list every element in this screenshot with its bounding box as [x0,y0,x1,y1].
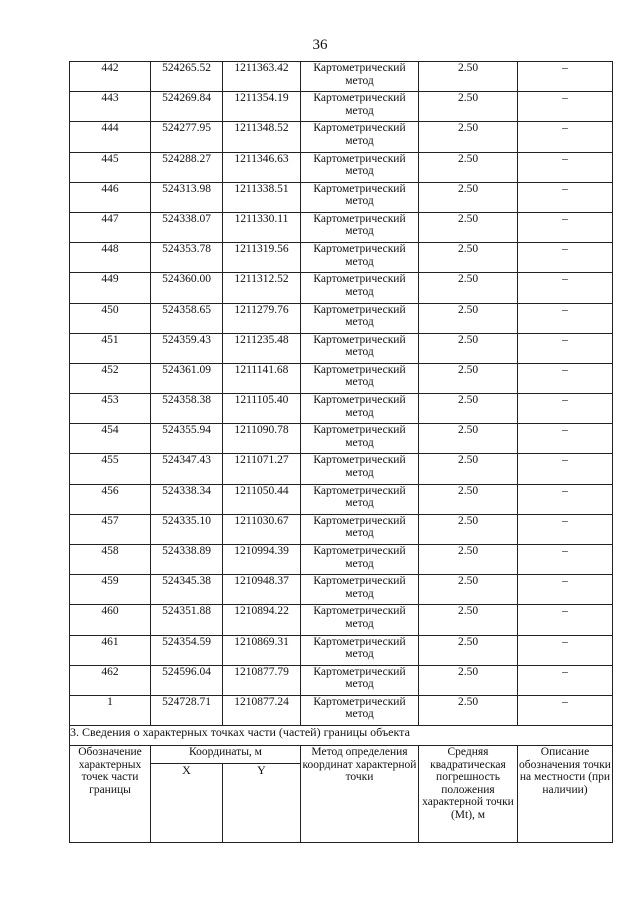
coord-y-cell: 1211348.52 [223,122,301,152]
method-cell: Картометрический метод [301,182,419,212]
coord-y-cell: 1210894.22 [223,605,301,635]
accuracy-cell: 2.50 [419,122,518,152]
point-number-cell: 444 [70,122,151,152]
description-cell: – [518,695,613,725]
description-cell: – [518,394,613,424]
point-number-cell: 459 [70,575,151,605]
table-row [70,605,613,635]
coord-x-cell: 524313.98 [151,182,223,212]
point-number-cell: 454 [70,424,151,454]
accuracy-cell: 2.50 [419,62,518,92]
section3-title: 3. Сведения о характерных точках части (частей) границы объекта [70,726,613,746]
table-row [70,152,613,182]
method-cell: Картометрический метод [301,695,419,725]
header-y: Y [223,764,301,843]
table-row [70,122,613,152]
accuracy-cell: 2.50 [419,243,518,273]
table-row [70,212,613,242]
point-number-cell: 460 [70,605,151,635]
header-description: Описание обозначения точки на местности (при наличии) [518,746,613,843]
coord-x-cell: 524354.59 [151,635,223,665]
accuracy-cell: 2.50 [419,92,518,122]
description-cell: – [518,363,613,393]
accuracy-cell: 2.50 [419,333,518,363]
section3-header [70,726,613,843]
method-cell: Картометрический метод [301,665,419,695]
method-cell: Картометрический метод [301,484,419,514]
description-cell: – [518,454,613,484]
point-number-cell: 451 [70,333,151,363]
description-cell: – [518,182,613,212]
coord-y-cell: 1211363.42 [223,62,301,92]
coord-x-cell: 524335.10 [151,514,223,544]
description-cell: – [518,545,613,575]
point-number-cell: 442 [70,62,151,92]
accuracy-cell: 2.50 [419,454,518,484]
coord-x-cell: 524596.04 [151,665,223,695]
table-row [70,273,613,303]
table-row [70,303,613,333]
table-row [70,424,613,454]
method-cell: Картометрический метод [301,92,419,122]
coord-y-cell: 1211354.19 [223,92,301,122]
table-row [70,665,613,695]
point-number-cell: 446 [70,182,151,212]
table-row [70,454,613,484]
point-number-cell: 448 [70,243,151,273]
table-row [70,484,613,514]
description-cell: – [518,243,613,273]
coord-y-cell: 1211279.76 [223,303,301,333]
coord-x-cell: 524265.52 [151,62,223,92]
accuracy-cell: 2.50 [419,484,518,514]
coord-y-cell: 1210994.39 [223,545,301,575]
coord-x-cell: 524360.00 [151,273,223,303]
method-cell: Картометрический метод [301,424,419,454]
coord-y-cell: 1211141.68 [223,363,301,393]
method-cell: Картометрический метод [301,62,419,92]
coord-x-cell: 524338.89 [151,545,223,575]
accuracy-cell: 2.50 [419,212,518,242]
point-number-cell: 461 [70,635,151,665]
accuracy-cell: 2.50 [419,695,518,725]
method-cell: Картометрический метод [301,575,419,605]
point-number-cell: 456 [70,484,151,514]
point-number-cell: 450 [70,303,151,333]
coord-y-cell: 1210869.31 [223,635,301,665]
coord-y-cell: 1210877.79 [223,665,301,695]
method-cell: Картометрический метод [301,605,419,635]
coord-x-cell: 524353.78 [151,243,223,273]
point-number-cell: 445 [70,152,151,182]
description-cell: – [518,333,613,363]
method-cell: Картометрический метод [301,454,419,484]
points-table-body [70,62,613,726]
coord-x-cell: 524338.07 [151,212,223,242]
table-row [70,363,613,393]
accuracy-cell: 2.50 [419,394,518,424]
point-number-cell: 443 [70,92,151,122]
description-cell: – [518,152,613,182]
accuracy-cell: 2.50 [419,665,518,695]
description-cell: – [518,424,613,454]
coord-y-cell: 1211105.40 [223,394,301,424]
accuracy-cell: 2.50 [419,152,518,182]
coord-x-cell: 524345.38 [151,575,223,605]
description-cell: – [518,303,613,333]
accuracy-cell: 2.50 [419,575,518,605]
description-cell: – [518,575,613,605]
coord-y-cell: 1210948.37 [223,575,301,605]
table-row [70,182,613,212]
coord-y-cell: 1211235.48 [223,333,301,363]
coord-y-cell: 1211330.11 [223,212,301,242]
coord-x-cell: 524361.09 [151,363,223,393]
coord-x-cell: 524359.43 [151,333,223,363]
table-row [70,92,613,122]
method-cell: Картометрический метод [301,333,419,363]
coord-y-cell: 1210877.24 [223,695,301,725]
accuracy-cell: 2.50 [419,545,518,575]
accuracy-cell: 2.50 [419,424,518,454]
method-cell: Картометрический метод [301,152,419,182]
method-cell: Картометрический метод [301,514,419,544]
accuracy-cell: 2.50 [419,303,518,333]
method-cell: Картометрический метод [301,303,419,333]
table-row [70,695,613,725]
coord-x-cell: 524728.71 [151,695,223,725]
header-coordinates: Координаты, м [151,746,301,764]
description-cell: – [518,62,613,92]
table-row [70,333,613,363]
description-cell: – [518,484,613,514]
accuracy-cell: 2.50 [419,273,518,303]
accuracy-cell: 2.50 [419,605,518,635]
coord-x-cell: 524338.34 [151,484,223,514]
coord-x-cell: 524269.84 [151,92,223,122]
method-cell: Картометрический метод [301,273,419,303]
coord-x-cell: 524288.27 [151,152,223,182]
table-row [70,575,613,605]
method-cell: Картометрический метод [301,122,419,152]
coord-x-cell: 524355.94 [151,424,223,454]
description-cell: – [518,514,613,544]
point-number-cell: 453 [70,394,151,424]
point-number-cell: 455 [70,454,151,484]
point-number-cell: 458 [70,545,151,575]
point-number-cell: 452 [70,363,151,393]
description-cell: – [518,212,613,242]
description-cell: – [518,605,613,635]
coord-y-cell: 1211071.27 [223,454,301,484]
point-number-cell: 462 [70,665,151,695]
accuracy-cell: 2.50 [419,635,518,665]
method-cell: Картометрический метод [301,363,419,393]
coord-y-cell: 1211346.63 [223,152,301,182]
table-row [70,635,613,665]
point-number-cell: 449 [70,273,151,303]
description-cell: – [518,122,613,152]
point-number-cell: 447 [70,212,151,242]
coord-x-cell: 524358.38 [151,394,223,424]
method-cell: Картометрический метод [301,243,419,273]
accuracy-cell: 2.50 [419,363,518,393]
method-cell: Картометрический метод [301,212,419,242]
table-row [70,514,613,544]
coord-x-cell: 524351.88 [151,605,223,635]
description-cell: – [518,635,613,665]
coord-x-cell: 524358.65 [151,303,223,333]
description-cell: – [518,665,613,695]
page-number: 36 [312,37,328,53]
coord-x-cell: 524347.43 [151,454,223,484]
table-row [70,62,613,92]
description-cell: – [518,92,613,122]
accuracy-cell: 2.50 [419,514,518,544]
description-cell: – [518,273,613,303]
coord-y-cell: 1211312.52 [223,273,301,303]
method-cell: Картометрический метод [301,394,419,424]
points-table [69,61,613,843]
coord-y-cell: 1211030.67 [223,514,301,544]
point-number-cell: 1 [70,695,151,725]
table-row [70,243,613,273]
method-cell: Картометрический метод [301,545,419,575]
coord-y-cell: 1211338.51 [223,182,301,212]
method-cell: Картометрический метод [301,635,419,665]
table-row [70,545,613,575]
point-number-cell: 457 [70,514,151,544]
coord-x-cell: 524277.95 [151,122,223,152]
coord-y-cell: 1211319.56 [223,243,301,273]
header-accuracy: Средняя квадратическая погрешность положения характерной точки (Mt), м [419,746,518,843]
header-x: X [151,764,223,843]
accuracy-cell: 2.50 [419,182,518,212]
coord-y-cell: 1211090.78 [223,424,301,454]
header-method: Метод определения координат характерной точки [301,746,419,843]
header-designation: Обозначение характерных точек части границы [70,746,151,843]
table-row [70,394,613,424]
coord-y-cell: 1211050.44 [223,484,301,514]
